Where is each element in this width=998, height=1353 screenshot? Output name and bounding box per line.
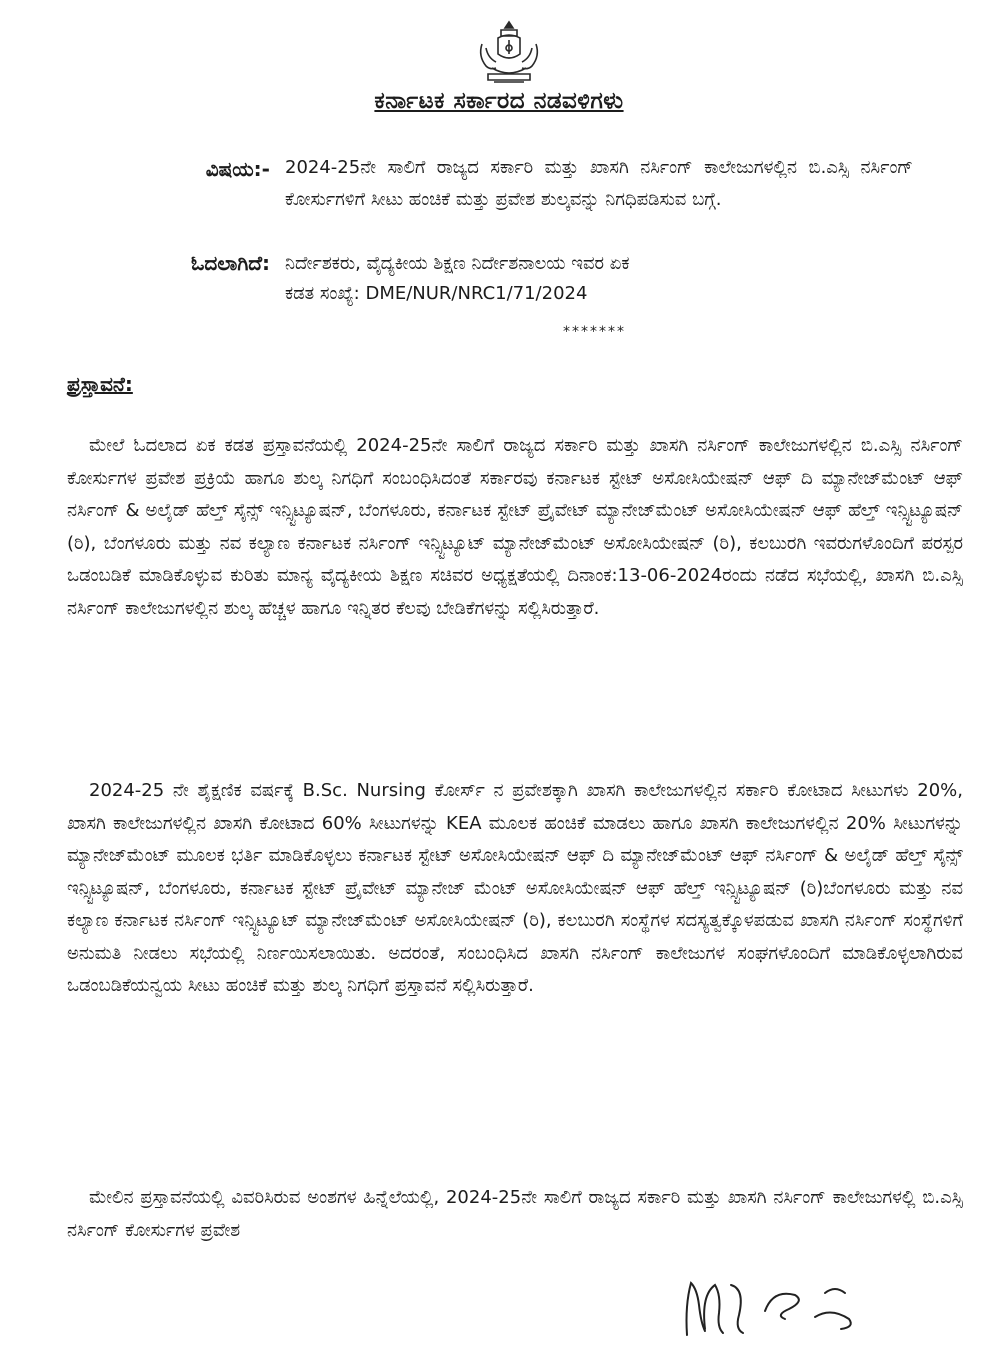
reference-label: ಓದಲಾಗಿದೆ: [190, 251, 270, 275]
paragraph-2: 2024-25 ನೇ ಶೈಕ್ಷಣಿಕ ವರ್ಷಕ್ಕೆ B.Sc. Nursing ಕೋರ್ಸ್ ನ ಪ್ರವೇಶಕ್ಕಾಗಿ ಖಾಸಗಿ ಕಾಲೇಜುಗಳಲ್ಲಿನ ಸರ್ಕಾರಿ ಕೋಟಾದ ಸೀಟುಗಳು 20%, ಖಾಸಗಿ ಕಾಲೇಜುಗಳಲ್ಲಿನ ಖಾಸಗಿ ಕೋಟಾದ 60% ಸೀಟುಗಳನ್ನು KEA ಮೂಲಕ ಹಂಚಿಕೆ ಮಾಡಲು ಹಾಗೂ ಖಾಸಗಿ ಕಾಲೇಜುಗಳಲ್ಲಿನ 20% ಸೀಟುಗಳನ್ನು ಮ್ಯಾನೇಜ್‌ಮೆಂಟ್ ಮೂಲಕ ಭರ್ತಿ ಮಾಡಿಕೊಳ್ಳಲು ಕರ್ನಾಟಕ ಸ್ಟೇಟ್ ಅಸೋಸಿಯೇಷನ್ ಆಫ್ ದಿ ಮ್ಯಾನೇಜ್‌ಮೆಂಟ್ ಆಫ್ ನರ್ಸಿಂಗ್ & ಅಲೈಡ್ ಹೆಲ್ತ್ ಸೈನ್ಸ್ ಇನ್ಸ್ಟಿಟ್ಯೂಷನ್, ಬೆಂಗಳೂರು, ಕರ್ನಾಟಕ ಸ್ಟೇಟ್ ಪ್ರೈವೇಟ್ ಮ್ಯಾನೇಜ್ ಮೆಂಟ್ ಅಸೋಸಿಯೇಷನ್ ಆಫ್ ಹೆಲ್ತ್ ಇನ್ಸ್ಟಿಟ್ಯೂಷನ್ (ರಿ)ಬೆಂಗಳೂರು ಮತ್ತು ನವ ಕಲ್ಯಾಣ ಕರ್ನಾಟಕ ನರ್ಸಿಂಗ್ ಇನ್ಸ್ಟಿಟ್ಯೂಟ್ ಮ್ಯಾನೇಜ್‌ಮೆಂಟ್ ಅಸೋಸಿಯೇಷನ್ (ರಿ), ಕಲಬುರಗಿ ಸಂಸ್ಥೆಗಳ ಸದಸ್ಯತ್ವಕ್ಕೊಳಪಡುವ ಖಾಸಗಿ ನರ್ಸಿಂಗ್ ಸಂಸ್ಥೆಗಳಿಗೆ ಅನುಮತಿ ನೀಡಲು ಸಭೆಯಲ್ಲಿ ನಿರ್ಣಯಿಸಲಾಯಿತು. ಅದರಂತೆ, ಸಂಬಂಧಿಸಿದ ಖಾಸಗಿ ನರ್ಸಿಂಗ್ ಕಾಲೇಜುಗಳ ಸಂಘಗಳೊಂದಿಗೆ ಮಾಡಿಕೊಳ್ಳಲಾಗಿರುವ ಒಡಂಬಡಿಕೆಯನ್ವಯ ಸೀಟು ಹಂಚಿಕೆ ಮತ್ತು ಶುಲ್ಕ ನಿಗಧಿಗೆ ಪ್ರಸ್ತಾವನೆ ಸಲ್ಲಿಸಿರುತ್ತಾರೆ. [67, 780, 963, 996]
preamble-title: ಪ್ರಸ್ತಾವನೆ: [67, 372, 133, 396]
document-heading: ಕರ್ನಾಟಕ ಸರ್ಕಾರದ ನಡವಳಿಗಳು [374, 88, 624, 114]
handwritten-signature [675, 1265, 885, 1345]
subject-text: 2024-25ನೇ ಸಾಲಿಗೆ ರಾಜ್ಯದ ಸರ್ಕಾರಿ ಮತ್ತು ಖಾಸಗಿ ನರ್ಸಿಂಗ್ ಕಾಲೇಜುಗಳಲ್ಲಿನ ಬಿ.ಎಸ್ಸಿ ನರ್ಸಿಂಗ್ ಕೋರ್ಸುಗಳಿಗೆ ಸೀಟು ಹಂಚಿಕೆ ಮತ್ತು ಪ್ರವೇಶ ಶುಲ್ಕವನ್ನು ನಿಗಧಿಪಡಿಸುವ ಬಗ್ಗೆ. [285, 157, 913, 210]
karnataka-emblem-icon [474, 18, 544, 90]
subject-label: ವಿಷಯ:- [205, 157, 270, 181]
paragraph-1: ಮೇಲೆ ಓದಲಾದ ಏಕ ಕಡತ ಪ್ರಸ್ತಾವನೆಯಲ್ಲಿ 2024-25ನೇ ಸಾಲಿಗೆ ರಾಜ್ಯದ ಸರ್ಕಾರಿ ಮತ್ತು ಖಾಸಗಿ ನರ್ಸಿಂಗ್ ಕಾಲೇಜುಗಳಲ್ಲಿನ ಬಿ.ಎಸ್ಸಿ ನರ್ಸಿಂಗ್ ಕೋರ್ಸುಗಳ ಪ್ರವೇಶ ಪ್ರಕ್ರಿಯೆ ಹಾಗೂ ಶುಲ್ಕ ನಿಗಧಿಗೆ ಸಂಬಂಧಿಸಿದಂತೆ ಸರ್ಕಾರವು ಕರ್ನಾಟಕ ಸ್ಟೇಟ್ ಅಸೋಸಿಯೇಷನ್ ಆಫ್ ದಿ ಮ್ಯಾನೇಜ್‌ಮೆಂಟ್ ಆಫ್ ನರ್ಸಿಂಗ್ & ಅಲೈಡ್ ಹೆಲ್ತ್ ಸೈನ್ಸ್ ಇನ್ಸ್ಟಿಟ್ಯೂಷನ್, ಬೆಂಗಳೂರು, ಕರ್ನಾಟಕ ಸ್ಟೇಟ್ ಪ್ರೈವೇಟ್ ಮ್ಯಾನೇಜ್‌ಮೆಂಟ್ ಅಸೋಸಿಯೇಷನ್ ಆಫ್ ಹೆಲ್ತ್ ಇನ್ಸ್ಟಿಟ್ಯೂಷನ್ (ರಿ), ಬೆಂಗಳೂರು ಮತ್ತು ನವ ಕಲ್ಯಾಣ ಕರ್ನಾಟಕ ನರ್ಸಿಂಗ್ ಇನ್ಸ್ಟಿಟ್ಯೂಟ್ ಮ್ಯಾನೇಜ್‌ಮೆಂಟ್ ಅಸೋಸಿಯೇಷನ್ (ರಿ), ಕಲಬುರಗಿ ಇವರುಗಳೊಂದಿಗೆ ಪರಸ್ಪರ ಒಡಂಬಡಿಕೆ ಮಾಡಿಕೊಳ್ಳುವ ಕುರಿತು ಮಾನ್ಯ ವೈದ್ಯಕೀಯ ಶಿಕ್ಷಣ ಸಚಿವರ ಅಧ್ಯಕ್ಷತೆಯಲ್ಲಿ ದಿನಾಂಕ:13-06-2024ರಂದು ನಡೆದ ಸಭೆಯಲ್ಲಿ, ಖಾಸಗಿ ಬಿ.ಎಸ್ಸಿ ನರ್ಸಿಂಗ್ ಕಾಲೇಜುಗಳಲ್ಲಿನ ಶುಲ್ಕ ಹೆಚ್ಚಳ ಹಾಗೂ ಇನ್ನಿತರ ಕೆಲವು ಬೇಡಿಕೆಗಳನ್ನು ಸಲ್ಲಿಸಿರುತ್ತಾರೆ. [67, 435, 963, 619]
reference-text-line1: ನಿರ್ದೇಶಕರು, ವೈದ್ಯಕೀಯ ಶಿಕ್ಷಣ ನಿರ್ದೇಶನಾಲಯ ಇವರ ಏಕ [285, 253, 630, 274]
paragraph-3: ಮೇಲಿನ ಪ್ರಸ್ತಾವನೆಯಲ್ಲಿ ವಿವರಿಸಿರುವ ಅಂಶಗಳ ಹಿನ್ನೆಲೆಯಲ್ಲಿ, 2024-25ನೇ ಸಾಲಿಗೆ ರಾಜ್ಯದ ಸರ್ಕಾರಿ ಮತ್ತು ಖಾಸಗಿ ನರ್ಸಿಂಗ್ ಕಾಲೇಜುಗಳಲ್ಲಿ ಬಿ.ಎಸ್ಸಿ ನರ್ಸಿಂಗ್ ಕೋರ್ಸುಗಳ ಪ್ರವೇಶ [67, 1187, 963, 1241]
separator-stars: ******* [563, 324, 626, 340]
reference-text-line2: ಕಡತ ಸಂಖ್ಯೆ: DME/NUR/NRC1/71/2024 [285, 283, 588, 304]
